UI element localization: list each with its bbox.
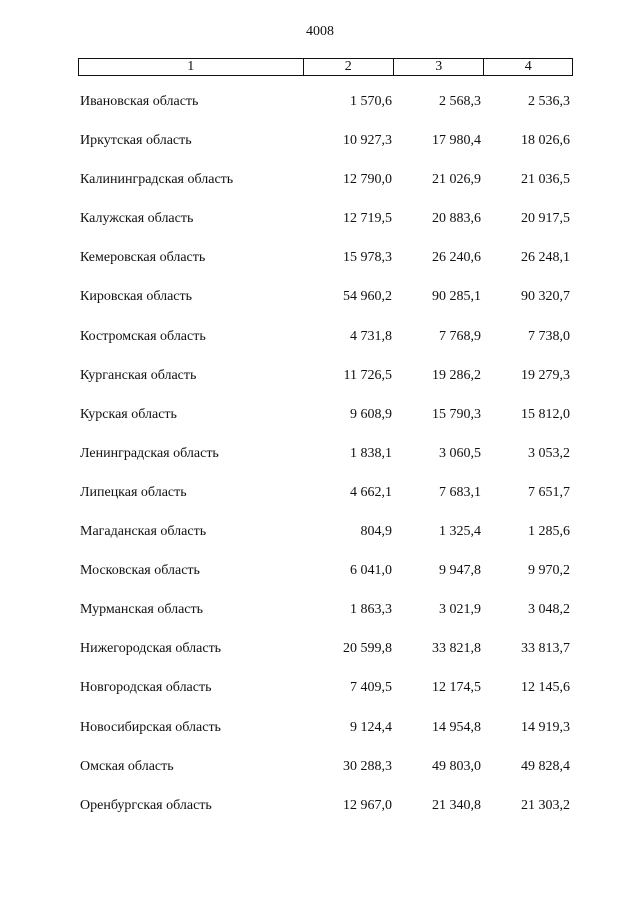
table-row [0, 435, 640, 474]
value-col-4: 18 026,6 [521, 133, 570, 149]
value-col-2: 12 967,0 [343, 797, 392, 813]
value-col-4: 3 053,2 [528, 445, 570, 461]
region-name: Кировская область [80, 289, 193, 305]
region-name: Липецкая область [80, 484, 187, 500]
value-col-4: 3 048,2 [528, 602, 570, 618]
region-name: Новгородская область [80, 680, 212, 696]
value-col-2: 7 409,5 [350, 680, 392, 696]
column-number-2: 2 [303, 59, 393, 76]
region-name: Калужская область [80, 211, 194, 227]
table-row [0, 513, 640, 552]
value-col-4: 15 812,0 [521, 406, 570, 422]
value-col-4: 12 145,6 [521, 680, 570, 696]
value-col-2: 1 863,3 [350, 602, 392, 618]
value-col-4: 49 828,4 [521, 758, 570, 774]
value-col-2: 30 288,3 [343, 758, 392, 774]
value-col-3: 21 026,9 [432, 172, 481, 188]
value-col-2: 15 978,3 [343, 250, 392, 266]
table-row [0, 239, 640, 278]
column-number-3: 3 [394, 59, 484, 76]
value-col-2: 1 838,1 [350, 445, 392, 461]
value-col-4: 7 738,0 [528, 328, 570, 344]
value-col-4: 9 970,2 [528, 563, 570, 579]
value-col-3: 21 340,8 [432, 797, 481, 813]
value-col-3: 1 325,4 [439, 524, 481, 540]
value-col-4: 90 320,7 [521, 289, 570, 305]
value-col-3: 2 568,3 [439, 94, 481, 109]
value-col-2: 4 731,8 [350, 328, 392, 344]
table-row [0, 591, 640, 630]
value-col-2: 54 960,2 [343, 289, 392, 305]
table-row [0, 318, 640, 357]
table-row [0, 122, 640, 161]
value-col-3: 33 821,8 [432, 641, 481, 657]
value-col-2: 804,9 [360, 524, 392, 540]
table-row [0, 83, 640, 122]
region-name: Нижегородская область [80, 641, 222, 657]
value-col-4: 2 536,3 [528, 94, 570, 109]
table-row [0, 709, 640, 748]
value-col-3: 14 954,8 [432, 719, 481, 735]
value-col-3: 7 768,9 [439, 328, 481, 344]
value-col-2: 10 927,3 [343, 133, 392, 149]
value-col-4: 1 285,6 [528, 524, 570, 540]
column-number-1: 1 [79, 59, 304, 76]
value-col-4: 19 279,3 [521, 367, 570, 383]
column-number-4: 4 [484, 59, 573, 76]
value-col-3: 20 883,6 [432, 211, 481, 227]
value-col-2: 9 608,9 [350, 406, 392, 422]
region-name: Курганская область [80, 367, 197, 383]
page-number: 4008 [306, 24, 334, 39]
value-col-4: 7 651,7 [528, 484, 570, 500]
value-col-3: 3 021,9 [439, 602, 481, 618]
region-name: Курская область [80, 406, 177, 422]
value-col-3: 15 790,3 [432, 406, 481, 422]
value-col-4: 33 813,7 [521, 641, 570, 657]
value-col-2: 9 124,4 [350, 719, 392, 735]
region-name: Калининградская область [80, 172, 234, 188]
value-col-4: 20 917,5 [521, 211, 570, 227]
value-col-4: 14 919,3 [521, 719, 570, 735]
value-col-2: 1 570,6 [350, 94, 392, 109]
value-col-3: 3 060,5 [439, 445, 481, 461]
table-row [0, 357, 640, 396]
region-name: Ленинградская область [80, 445, 219, 461]
data-rows [0, 83, 640, 826]
region-name: Иркутская область [80, 133, 192, 149]
value-col-3: 12 174,5 [432, 680, 481, 696]
value-col-2: 4 662,1 [350, 484, 392, 500]
table-row [0, 669, 640, 708]
region-name: Мурманская область [80, 602, 204, 618]
value-col-3: 9 947,8 [439, 563, 481, 579]
value-col-2: 20 599,8 [343, 641, 392, 657]
region-name: Магаданская область [80, 524, 207, 540]
region-name: Ивановская область [80, 94, 199, 109]
table-row [0, 278, 640, 317]
table-row [0, 748, 640, 787]
value-col-3: 90 285,1 [432, 289, 481, 305]
region-name: Омская область [80, 758, 174, 774]
value-col-2: 12 719,5 [343, 211, 392, 227]
value-col-4: 26 248,1 [521, 250, 570, 266]
value-col-4: 21 303,2 [521, 797, 570, 813]
value-col-3: 17 980,4 [432, 133, 481, 149]
value-col-3: 49 803,0 [432, 758, 481, 774]
table-row [0, 474, 640, 513]
table-row [0, 200, 640, 239]
column-number-header [78, 58, 573, 76]
value-col-3: 19 286,2 [432, 367, 481, 383]
value-col-2: 6 041,0 [350, 563, 392, 579]
table-row [0, 161, 640, 200]
value-col-4: 21 036,5 [521, 172, 570, 188]
region-name: Московская область [80, 563, 200, 579]
value-col-3: 26 240,6 [432, 250, 481, 266]
table-row [0, 396, 640, 435]
region-name: Оренбургская область [80, 797, 212, 813]
region-name: Новосибирская область [80, 719, 221, 735]
value-col-2: 11 726,5 [343, 367, 392, 383]
region-name: Кемеровская область [80, 250, 206, 266]
table-row [0, 787, 640, 826]
value-col-2: 12 790,0 [343, 172, 392, 188]
table-row [0, 552, 640, 591]
table-row [0, 630, 640, 669]
region-name: Костромская область [80, 328, 206, 344]
value-col-3: 7 683,1 [439, 484, 481, 500]
